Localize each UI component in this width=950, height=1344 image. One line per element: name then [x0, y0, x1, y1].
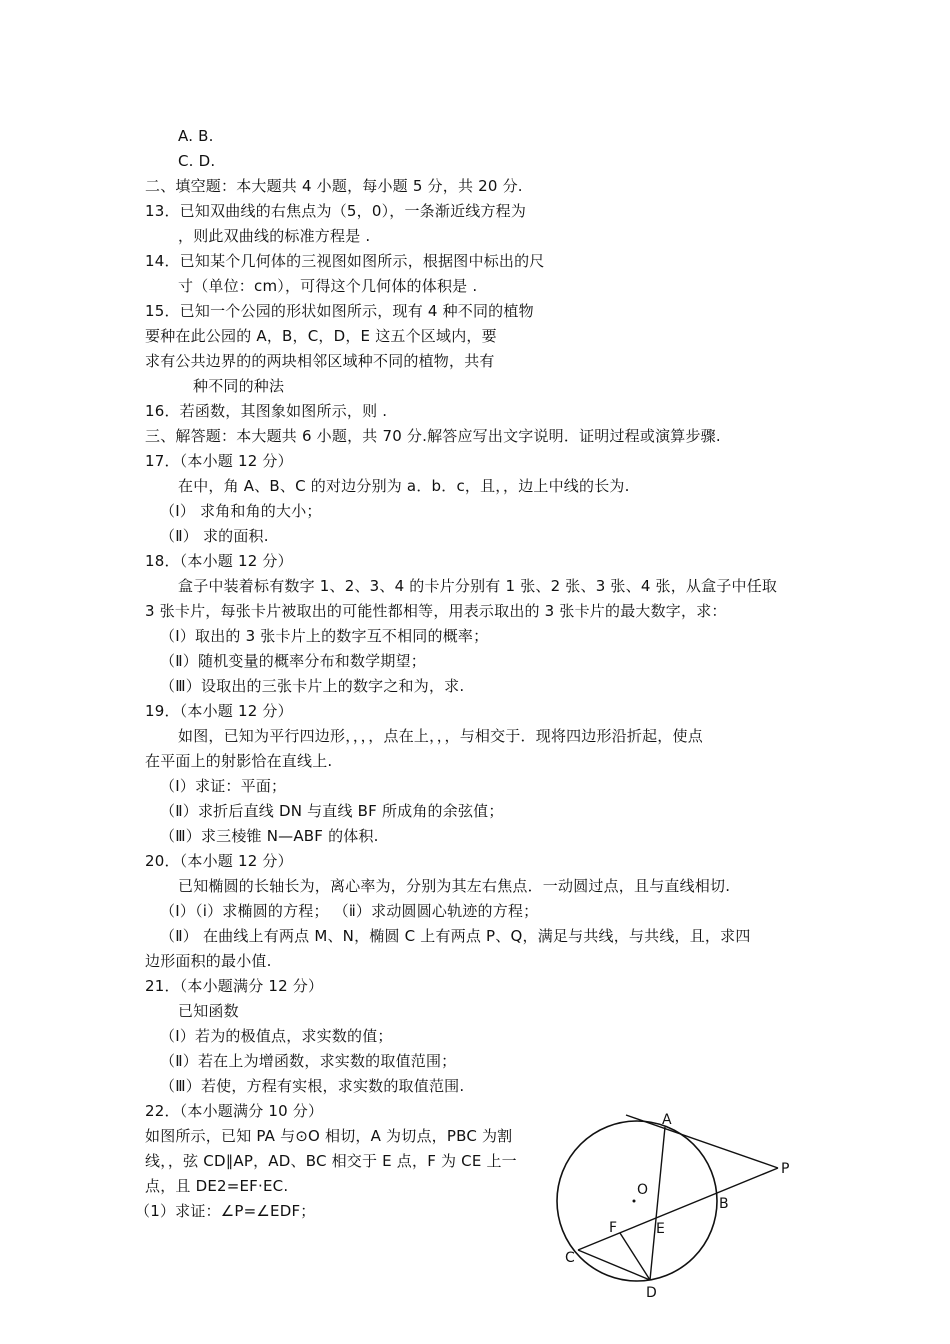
- section-heading: 三、解答题：本大题共 6 小题，共 70 分.解答应写出文字说明．证明过程或演算步骤.: [145, 427, 721, 445]
- segment-fd: [620, 1233, 650, 1280]
- text-line: （Ⅱ） 在曲线上有两点 M、N，椭圆 C 上有两点 P、Q，满足与共线，与共线，且，求四: [160, 927, 751, 945]
- text-line: （Ⅲ）设取出的三张卡片上的数字之和为，求.: [160, 677, 465, 695]
- text-line: 16．若函数，其图象如图所示，则 .: [145, 402, 388, 420]
- text-line: 寸（单位：cm），可得这个几何体的体积是 .: [178, 277, 478, 295]
- text-line: （Ⅰ）取出的 3 张卡片上的数字互不相同的概率；: [160, 627, 489, 645]
- text-line: 15．已知一个公园的形状如图所示，现有 4 种不同的植物: [145, 302, 534, 320]
- circle-tangent-secant-diagram: [540, 1100, 820, 1310]
- text-line: （Ⅰ）（ⅰ）求椭圆的方程； （ⅱ）求动圆圆心轨迹的方程；: [160, 902, 539, 920]
- text-line: 点，且 DE2=EF·EC.: [145, 1177, 289, 1195]
- text-line: 已知函数: [178, 1002, 239, 1020]
- text-line: 边形面积的最小值.: [145, 952, 272, 970]
- text-line: 14．已知某个几何体的三视图如图所示，根据图中标出的尺: [145, 252, 545, 270]
- problem-heading: 18．（本小题 12 分）: [145, 552, 293, 570]
- chord-ad: [650, 1127, 665, 1280]
- label-c: C: [565, 1250, 575, 1266]
- text-line: （Ⅲ）求三棱锥 N—ABF 的体积.: [160, 827, 379, 845]
- text-line: 在平面上的射影恰在直线上.: [145, 752, 333, 770]
- text-line: （Ⅱ） 求的面积.: [160, 527, 269, 545]
- problem-heading: 22．（本小题满分 10 分）: [145, 1102, 324, 1120]
- circle-o: [557, 1121, 717, 1281]
- label-p: P: [781, 1161, 790, 1177]
- problem-heading: 17．（本小题 12 分）: [145, 452, 293, 470]
- text-line: 种不同的种法: [193, 377, 285, 395]
- label-e: E: [656, 1221, 665, 1237]
- text-line: （1）求证：∠P=∠EDF；: [135, 1202, 316, 1220]
- text-line: 已知椭圆的长轴长为，离心率为，分别为其左右焦点．一动圆过点，且与直线相切.: [178, 877, 731, 895]
- secant-line-pc: [578, 1168, 778, 1250]
- text-line: A. B.: [178, 127, 214, 145]
- text-line: 盒子中装着标有数字 1、2、3、4 的卡片分别有 1 张、2 张、3 张、4 张，从盒子中任取: [178, 577, 778, 595]
- text-line: 如图，已知为平行四边形，，，，点在上，，，与相交于．现将四边形沿折起，使点: [178, 727, 703, 745]
- text-line: 3 张卡片，每张卡片被取出的可能性都相等，用表示取出的 3 张卡片的最大数字，求：: [145, 602, 727, 620]
- center-dot: [633, 1200, 636, 1203]
- text-line: （Ⅰ） 求角和角的大小；: [160, 502, 322, 520]
- text-line: 求有公共边界的的两块相邻区域种不同的植物，共有: [145, 352, 495, 370]
- label-a: A: [662, 1112, 672, 1128]
- section-heading: 二、填空题：本大题共 4 小题，每小题 5 分，共 20 分.: [145, 177, 523, 195]
- label-f: F: [609, 1220, 618, 1236]
- label-o: O: [637, 1182, 649, 1198]
- text-line: （Ⅰ）求证：平面；: [160, 777, 287, 795]
- text-line: 要种在此公园的 A，B，C，D，E 这五个区域内，要: [145, 327, 497, 345]
- text-line: （Ⅱ）随机变量的概率分布和数学期望；: [160, 652, 426, 670]
- text-line: ，则此双曲线的标准方程是 .: [178, 227, 371, 245]
- text-line: （Ⅱ）求折后直线 DN 与直线 BF 所成角的余弦值；: [160, 802, 504, 820]
- text-line: （Ⅱ）若在上为增函数，求实数的取值范围；: [160, 1052, 457, 1070]
- label-b: B: [719, 1196, 729, 1212]
- text-line: 线，，弦 CD∥AP，AD、BC 相交于 E 点，F 为 CE 上一: [145, 1152, 517, 1170]
- problem-heading: 20．（本小题 12 分）: [145, 852, 293, 870]
- text-line: 13．已知双曲线的右焦点为（5，0），一条渐近线方程为: [145, 202, 527, 220]
- problem-heading: 21．（本小题满分 12 分）: [145, 977, 324, 995]
- tangent-line-pa: [626, 1115, 778, 1168]
- text-line: （Ⅰ）若为的极值点，求实数的值；: [160, 1027, 393, 1045]
- text-line: 在中，角 A、B、C 的对边分别为 a．b．c，且，，边上中线的长为.: [178, 477, 630, 495]
- problem-heading: 19．（本小题 12 分）: [145, 702, 293, 720]
- text-line: 如图所示，已知 PA 与⊙O 相切，A 为切点，PBC 为割: [145, 1127, 513, 1145]
- text-line: （Ⅲ）若使，方程有实根，求实数的取值范围.: [160, 1077, 465, 1095]
- label-d: D: [646, 1285, 657, 1301]
- text-line: C. D.: [178, 152, 216, 170]
